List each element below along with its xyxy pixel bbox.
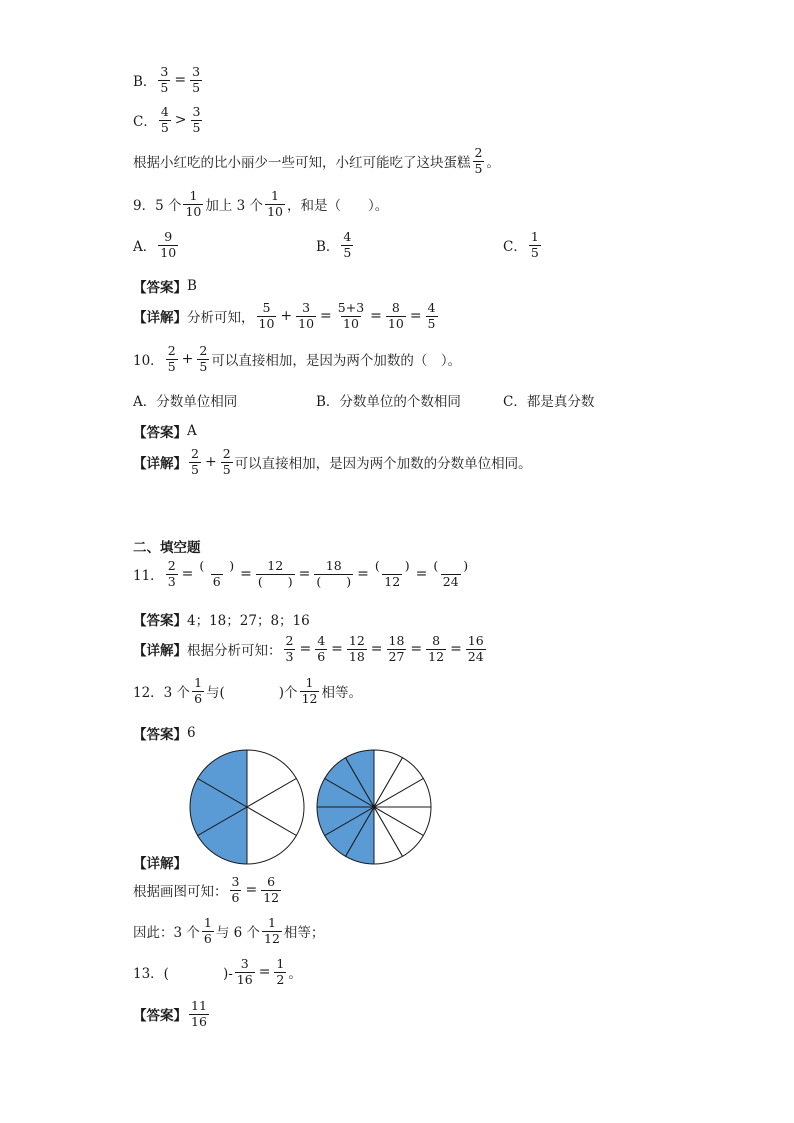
answer-label: 【答案】 — [133, 727, 187, 743]
operator: = — [331, 641, 343, 657]
fraction: $\frac{2}{3}$ — [285, 633, 294, 664]
fraction: $\frac{( )}{24}$ — [433, 558, 469, 589]
option-label: B． — [133, 74, 157, 90]
fraction: $\frac{3}{5}$ — [160, 64, 169, 95]
q11-detail: 【详解】 根据分析可知： $\frac{2}{3}$ = $\frac{4}{6}$ = $\frac{12}{18}$ = $\frac{18}{27}$ = $\frac{8}{12}$ = $\frac{16}{24}$ — [133, 635, 488, 663]
answer-label: 【答案】 — [133, 1008, 187, 1024]
q10-detail: 【详解】 $\frac{2}{5}$ + $\frac{2}{5}$ 可以直接相加，是因为两个加数的分数单位相同。 — [133, 446, 532, 477]
fraction: $\frac{( )}{12}$ — [374, 558, 410, 589]
q10-option-c: C．都是真分数 — [503, 394, 595, 410]
fraction: $\frac{2}{5}$ — [199, 343, 208, 374]
q12-stem: 12．3 个 $\frac{1}{6}$ 与( )个 $\frac{1}{12}$ 相等。 — [133, 675, 362, 706]
answer-label: 【答案】 — [133, 280, 187, 296]
fraction: $\frac{1}{5}$ — [530, 229, 539, 260]
q9-option-b: B． $\frac{4}{5}$ — [316, 229, 352, 260]
fraction: $\frac{( )}{6}$ — [199, 558, 235, 589]
fraction: $\frac{4}{5}$ — [160, 104, 169, 135]
answer-value: B — [187, 278, 197, 294]
fraction: $\frac{1}{12}$ — [264, 915, 280, 946]
q10-answer — [133, 421, 197, 441]
operator: = — [320, 308, 332, 324]
q11-expr — [164, 560, 472, 588]
q9-answer — [133, 276, 197, 296]
q12-answer — [133, 723, 196, 743]
fraction: $\frac{1}{2}$ — [276, 956, 285, 987]
fraction: $\frac{2}{5}$ — [191, 446, 199, 477]
option-label: C． — [133, 114, 157, 130]
fraction: $\frac{12}{( )}$ — [257, 558, 293, 589]
q8-conclusion: 根据小红吃的比小丽少一些可知，小红可能吃了这块蛋糕 $\frac{2}{5}$ 。 — [133, 145, 500, 176]
fraction: $\frac{6}{12}$ — [263, 874, 280, 905]
fraction: $\frac{2}{5}$ — [222, 446, 231, 477]
fraction: $\frac{3}{10}$ — [298, 300, 315, 331]
detail-expr — [255, 302, 440, 330]
q8-option-b — [133, 66, 204, 94]
operator: = — [450, 641, 462, 657]
fraction: $\frac{8}{12}$ — [428, 633, 445, 664]
fraction: $\frac{18}{27}$ — [388, 633, 405, 664]
q9-option-a: A． $\frac{9}{10}$ — [133, 229, 177, 260]
q12-detail-label: 【详解】 — [133, 856, 187, 872]
operator: = — [415, 566, 428, 582]
operator: = — [299, 641, 312, 657]
section-title: 二、填空题 — [133, 540, 201, 556]
fraction: $\frac{3}{6}$ — [231, 874, 240, 905]
operator: = — [410, 641, 423, 657]
pie-sixths — [190, 750, 304, 864]
fraction: $\frac{3}{5}$ — [192, 64, 201, 95]
q12-detail-line2: 因此：3 个 $\frac{1}{6}$ 与 6 个 $\frac{1}{12}$ 相等； — [133, 915, 325, 946]
q12-detail-line1: 根据画图可知： $\frac{3}{6}$ = $\frac{6}{12}$ — [133, 876, 283, 904]
q10-option-a: A．分数单位相同 — [133, 394, 238, 410]
q13-stem: 13．( )- $\frac{3}{16}$ = $\frac{1}{2}$ 。 — [133, 956, 302, 987]
detail-expr — [282, 635, 488, 663]
operator: = — [357, 566, 369, 582]
answer-value: A — [187, 423, 197, 439]
detail-label: 【详解】 — [133, 456, 187, 472]
pie-twelfths — [317, 750, 431, 864]
fraction: $\frac{5}{10}$ — [258, 300, 275, 331]
fraction: $\frac{16}{24}$ — [467, 633, 484, 664]
pie-diagrams — [186, 746, 436, 868]
fraction: $\frac{5+3}{10}$ — [337, 300, 365, 331]
detail-label: 【详解】 — [133, 310, 187, 326]
q13-answer — [133, 1000, 211, 1028]
q9-detail: 【详解】 分析可知， $\frac{5}{10}$ + $\frac{3}{10}$ = $\frac{5+3}{10}$ = $\frac{8}{10}$ = $\frac{4}{5}$ — [133, 302, 440, 330]
answer-label: 【答案】 — [133, 425, 187, 441]
operator: = — [181, 566, 194, 582]
q8-option-c — [133, 106, 204, 134]
q11-stem: 11． $\frac{2}{3}$ = $\frac{( )}{6}$ = $\frac{12}{( )}$ = $\frac{18}{( )}$ = $\frac{( )}{12}$ = $\frac{( )}{24}$ — [133, 560, 472, 588]
operator: = — [370, 308, 382, 324]
detail-expr — [228, 876, 284, 904]
fraction: $\frac{18}{( )}$ — [316, 558, 352, 589]
detail-label: 【详解】 — [133, 643, 187, 659]
q10-stem: 10． $\frac{2}{5}$ + $\frac{2}{5}$ 可以直接相加，是因为两个加数的（ ）。 — [133, 343, 462, 374]
q9-stem: 9．5 个 $\frac{1}{10}$ 加上 3 个 $\frac{1}{10}$ ，和是（ ）。 — [133, 188, 389, 219]
fraction: $\frac{4}{6}$ — [317, 633, 326, 664]
answer-value: 6 — [187, 725, 196, 741]
fraction: $\frac{1}{6}$ — [194, 675, 203, 706]
operator: = — [298, 566, 311, 582]
fraction: $\frac{2}{5}$ — [167, 343, 176, 374]
fraction: $\frac{3}{16}$ — [236, 956, 253, 987]
answer-value: 4；18；27；8；16 — [187, 613, 310, 629]
operator: = — [245, 882, 258, 898]
fraction: $\frac{2}{5}$ — [474, 145, 483, 176]
q9-option-c: C． $\frac{1}{5}$ — [503, 229, 539, 260]
operator: + — [280, 308, 293, 324]
fraction: $\frac{1}{6}$ — [203, 915, 212, 946]
q11-answer — [133, 609, 310, 629]
q10-option-b: B．分数单位的个数相同 — [316, 394, 461, 410]
operator: = — [174, 72, 187, 88]
fraction: $\frac{2}{3}$ — [167, 558, 176, 589]
operator: = — [409, 308, 422, 324]
fraction: $\frac{3}{5}$ — [192, 104, 201, 135]
operator: > — [174, 112, 187, 128]
fraction: $\frac{1}{10}$ — [185, 188, 202, 219]
fraction: $\frac{9}{10}$ — [160, 229, 177, 260]
fraction: $\frac{12}{18}$ — [348, 633, 365, 664]
fraction: $\frac{1}{12}$ — [301, 675, 318, 706]
answer-fraction: $\frac{11}{16}$ — [191, 998, 207, 1029]
fraction: $\frac{4}{5}$ — [427, 300, 436, 331]
answer-label: 【答案】 — [133, 613, 187, 629]
fraction: $\frac{4}{5}$ — [343, 229, 352, 260]
fraction: $\frac{1}{10}$ — [267, 188, 283, 219]
fraction: $\frac{8}{10}$ — [387, 300, 404, 331]
operator: = — [240, 566, 252, 582]
operator: = — [370, 641, 383, 657]
